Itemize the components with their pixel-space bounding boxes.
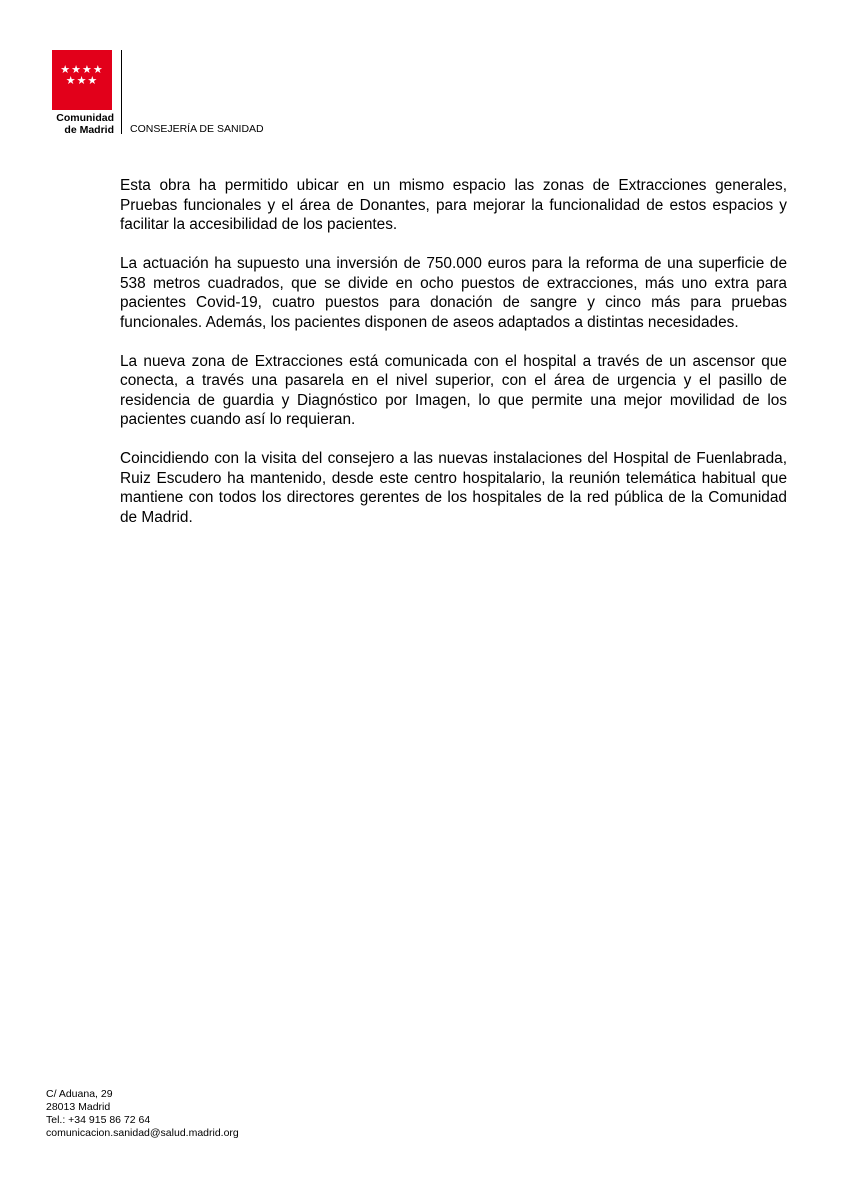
document-body — [120, 176, 787, 547]
footer-address: C/ Aduana, 29 — [46, 1088, 113, 1100]
footer-phone: Tel.: +34 915 86 72 64 — [46, 1114, 151, 1126]
logo-line-2: de Madrid — [64, 123, 114, 136]
logo-wordmark — [52, 113, 114, 136]
footer-contact — [46, 1088, 239, 1140]
logo-line-1: Comunidad — [56, 112, 114, 124]
department-name: CONSEJERÍA DE SANIDAD — [130, 123, 264, 135]
header-divider — [121, 50, 122, 134]
paragraph: La nueva zona de Extracciones está comunicada con el hospital a través de un ascensor que conecta, a través una pasarela en el nivel superior, con el área de urgencia y el pasillo de residencia de guardia y Diagnóstico por Imagen, lo que permite una mejor movilidad de los pacientes cuando así lo requieran. — [120, 352, 787, 428]
paragraph: La actuación ha supuesto una inversión de 750.000 euros para la reforma de una superficie de 538 metros cuadrados, que se divide en ocho puestos de extracciones, más uno extra para pacientes Covid-19, cuatro puestos para donación de sangre y cinco más para pruebas funcionales. Además, los pacientes disponen de aseos adaptados a distintas necesidades. — [120, 255, 787, 331]
paragraph: Esta obra ha permitido ubicar en un mismo espacio las zonas de Extracciones generales, Pruebas funcionales y el área de Donantes, para mejorar la funcionalidad de estos espacios y facilitar la accesibilidad de los pacientes. — [120, 177, 787, 233]
paragraph: Coincidiendo con la visita del consejero a las nuevas instalaciones del Hospital de Fuenlabrada, Ruiz Escudero ha mantenido, desde este centro hospitalario, la reunión telemática habitual que mantiene con todos los directores gerentes de los hospitales de la red pública de la Comunidad de Madrid. — [120, 450, 787, 526]
comunidad-madrid-logo — [52, 50, 112, 110]
logo-stars-icon: ★★★★ ★★★ — [60, 63, 104, 87]
footer-email: comunicacion.sanidad@salud.madrid.org — [46, 1127, 239, 1139]
footer-city: 28013 Madrid — [46, 1101, 111, 1113]
